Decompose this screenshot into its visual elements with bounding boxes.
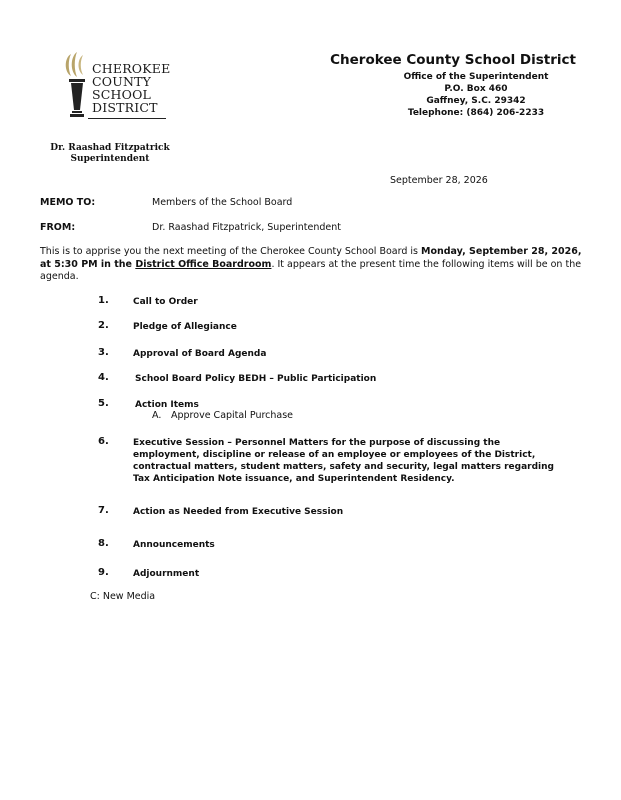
superintendent-title: Superintendent: [70, 154, 150, 164]
agenda-number: 1.: [98, 295, 109, 306]
logo-line-1: CHEROKEE: [92, 61, 171, 76]
logo-line-3: SCHOOL: [92, 87, 152, 102]
cc-line: C: New Media: [90, 591, 156, 602]
agenda-number: 6.: [98, 436, 109, 447]
memo-date: September 28, 2026: [390, 175, 488, 186]
logo-line-2: COUNTY: [92, 74, 152, 89]
agenda-number: 3.: [98, 347, 109, 358]
intro-text-2: . It appears at the present time the following items will be on the agenda.: [40, 258, 582, 282]
po-box: P.O. Box 460: [444, 84, 508, 94]
logo-underline: [88, 118, 166, 119]
agenda-item: Action Items: [135, 400, 199, 410]
logo-wordmark: [92, 62, 170, 114]
agenda-item: Approval of Board Agenda: [133, 349, 267, 359]
agenda-item: Action as Needed from Executive Session: [133, 507, 344, 517]
memo-from-label: FROM:: [40, 222, 76, 233]
torch-logo-icon: [62, 50, 92, 128]
agenda-item: School Board Policy BEDH – Public Participation: [135, 374, 377, 384]
agenda-number: 9.: [98, 567, 109, 578]
telephone: Telephone: (864) 206-2233: [407, 108, 545, 118]
agenda-number: 8.: [98, 538, 109, 549]
logo-line-4: DISTRICT: [92, 100, 158, 115]
agenda-number: 7.: [98, 505, 109, 516]
intro-location: District Office Boardroom: [135, 258, 272, 270]
agenda-item: Executive Session – Personnel Matters for the purpose of discussing the employment, discipline or release of an employee or employees of the District, contractual matters, student matters, safety and security, legal matters regarding Tax Anticipation Note issuance, and Superintendent Residency.: [133, 438, 554, 484]
agenda-number: 5.: [98, 398, 109, 409]
memo-to-label: MEMO TO:: [40, 197, 96, 208]
agenda-item: Adjournment: [133, 569, 200, 579]
agenda-subitem: Approve Capital Purchase: [171, 410, 294, 421]
memo-from-value: Dr. Raashad Fitzpatrick, Superintendent: [152, 222, 341, 233]
agenda-item: Call to Order: [133, 297, 198, 307]
agenda-subitem-label: A.: [152, 410, 162, 421]
city-address: Gaffney, S.C. 29342: [426, 96, 526, 106]
memo-to-value: Members of the School Board: [152, 197, 293, 208]
office-name: Office of the Superintendent: [403, 72, 549, 82]
letterhead: [276, 52, 576, 119]
intro-text-1: This is to apprise you the next meeting of the Cherokee County School Board is: [40, 246, 421, 257]
agenda-number: 4.: [98, 372, 109, 383]
superintendent-name: Dr. Raashad Fitzpatrick: [50, 143, 170, 153]
intro-meeting-time: Monday, September 28, 2026, at 5:30 PM in the: [40, 246, 582, 270]
agenda-number: 2.: [98, 320, 109, 331]
agenda-item: Announcements: [133, 540, 215, 550]
intro-paragraph: [40, 246, 585, 284]
agenda-item: Pledge of Allegiance: [133, 322, 237, 332]
organization-name: Cherokee County School District: [330, 52, 576, 68]
superintendent-block: [40, 143, 180, 165]
